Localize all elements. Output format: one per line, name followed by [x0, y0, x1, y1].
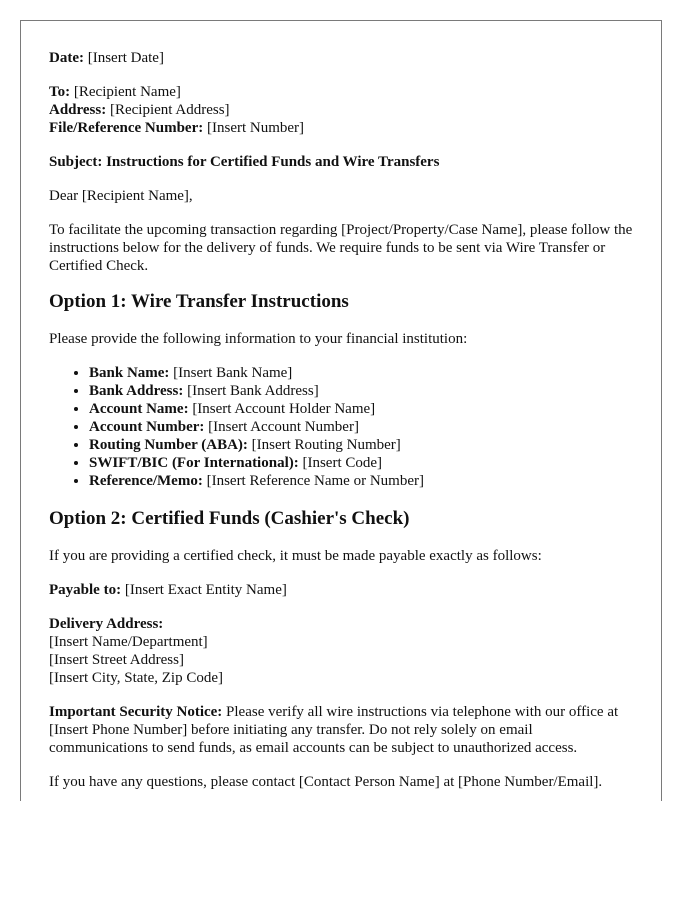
header-block	[49, 49, 633, 67]
security-label: Important Security Notice:	[49, 704, 223, 720]
item-value: [Insert Bank Address]	[183, 383, 319, 399]
option2-heading: Option 2: Certified Funds (Cashier's Check)	[49, 508, 410, 529]
item-value: [Insert Code]	[298, 455, 383, 471]
list-item	[89, 382, 633, 400]
item-value: [Insert Account Number]	[204, 419, 359, 435]
security-text: Please verify all wire instructions via telephone with our office at [Insert Phone Number] before initiating any transfer. Do not rely solely on email communications to send funds, as email accounts can be subject to unauthorized access.	[49, 704, 619, 756]
reference-label: File/Reference Number:	[49, 120, 204, 136]
intro-paragraph: To facilitate the upcoming transaction regarding [Project/Property/Case Name], please follow the instructions below for the delivery of funds. We require funds to be sent via Wire Transfer or Certified Check.	[49, 222, 633, 274]
item-label: Bank Name:	[89, 365, 170, 381]
item-label: Reference/Memo:	[89, 473, 203, 489]
salutation: Dear [Recipient Name],	[49, 188, 193, 204]
recipient-block	[49, 83, 633, 137]
subject-line	[49, 153, 633, 171]
subject-text: Subject: Instructions for Certified Funds and Wire Transfers	[49, 154, 440, 170]
option1-heading: Option 1: Wire Transfer Instructions	[49, 291, 349, 312]
item-label: Bank Address:	[89, 383, 184, 399]
reference-line	[49, 119, 633, 137]
letter-page	[20, 20, 662, 801]
address-line	[49, 101, 633, 119]
item-value: [Insert Routing Number]	[247, 437, 401, 453]
payable-label: Payable to:	[49, 582, 122, 598]
list-item	[89, 454, 633, 472]
list-item	[89, 472, 633, 490]
item-value: [Insert Bank Name]	[169, 365, 293, 381]
to-line	[49, 83, 633, 101]
option1-lead: Please provide the following information to your financial institution:	[49, 331, 468, 347]
address-label: Address:	[49, 102, 107, 118]
item-label: Account Number:	[89, 419, 205, 435]
list-item	[89, 418, 633, 436]
payable-line	[49, 581, 633, 599]
date-line	[49, 49, 633, 67]
to-label: To:	[49, 84, 71, 100]
closing-paragraph: If you have any questions, please contact [Contact Person Name] at [Phone Number/Email].	[49, 774, 603, 790]
list-item	[89, 364, 633, 382]
item-label: SWIFT/BIC (For International):	[89, 455, 299, 471]
item-value: [Insert Reference Name or Number]	[202, 473, 424, 489]
delivery-line: [Insert Name/Department]	[49, 634, 208, 650]
list-item	[89, 436, 633, 454]
list-item	[89, 400, 633, 418]
delivery-line: [Insert City, State, Zip Code]	[49, 670, 223, 686]
date-value: [Insert Date]	[83, 50, 164, 66]
item-label: Account Name:	[89, 401, 189, 417]
delivery-line: [Insert Street Address]	[49, 652, 184, 668]
payable-value: [Insert Exact Entity Name]	[121, 582, 287, 598]
delivery-address-block	[49, 615, 633, 687]
reference-value: [Insert Number]	[203, 120, 305, 136]
delivery-label: Delivery Address:	[49, 616, 164, 632]
to-value: [Recipient Name]	[70, 84, 181, 100]
date-label: Date:	[49, 50, 84, 66]
option2-lead: If you are providing a certified check, it must be made payable exactly as follows:	[49, 548, 542, 564]
security-notice	[49, 703, 633, 757]
letter-content	[21, 21, 661, 791]
item-label: Routing Number (ABA):	[89, 437, 248, 453]
wire-details-list	[49, 364, 633, 490]
item-value: [Insert Account Holder Name]	[188, 401, 376, 417]
address-value: [Recipient Address]	[106, 102, 230, 118]
